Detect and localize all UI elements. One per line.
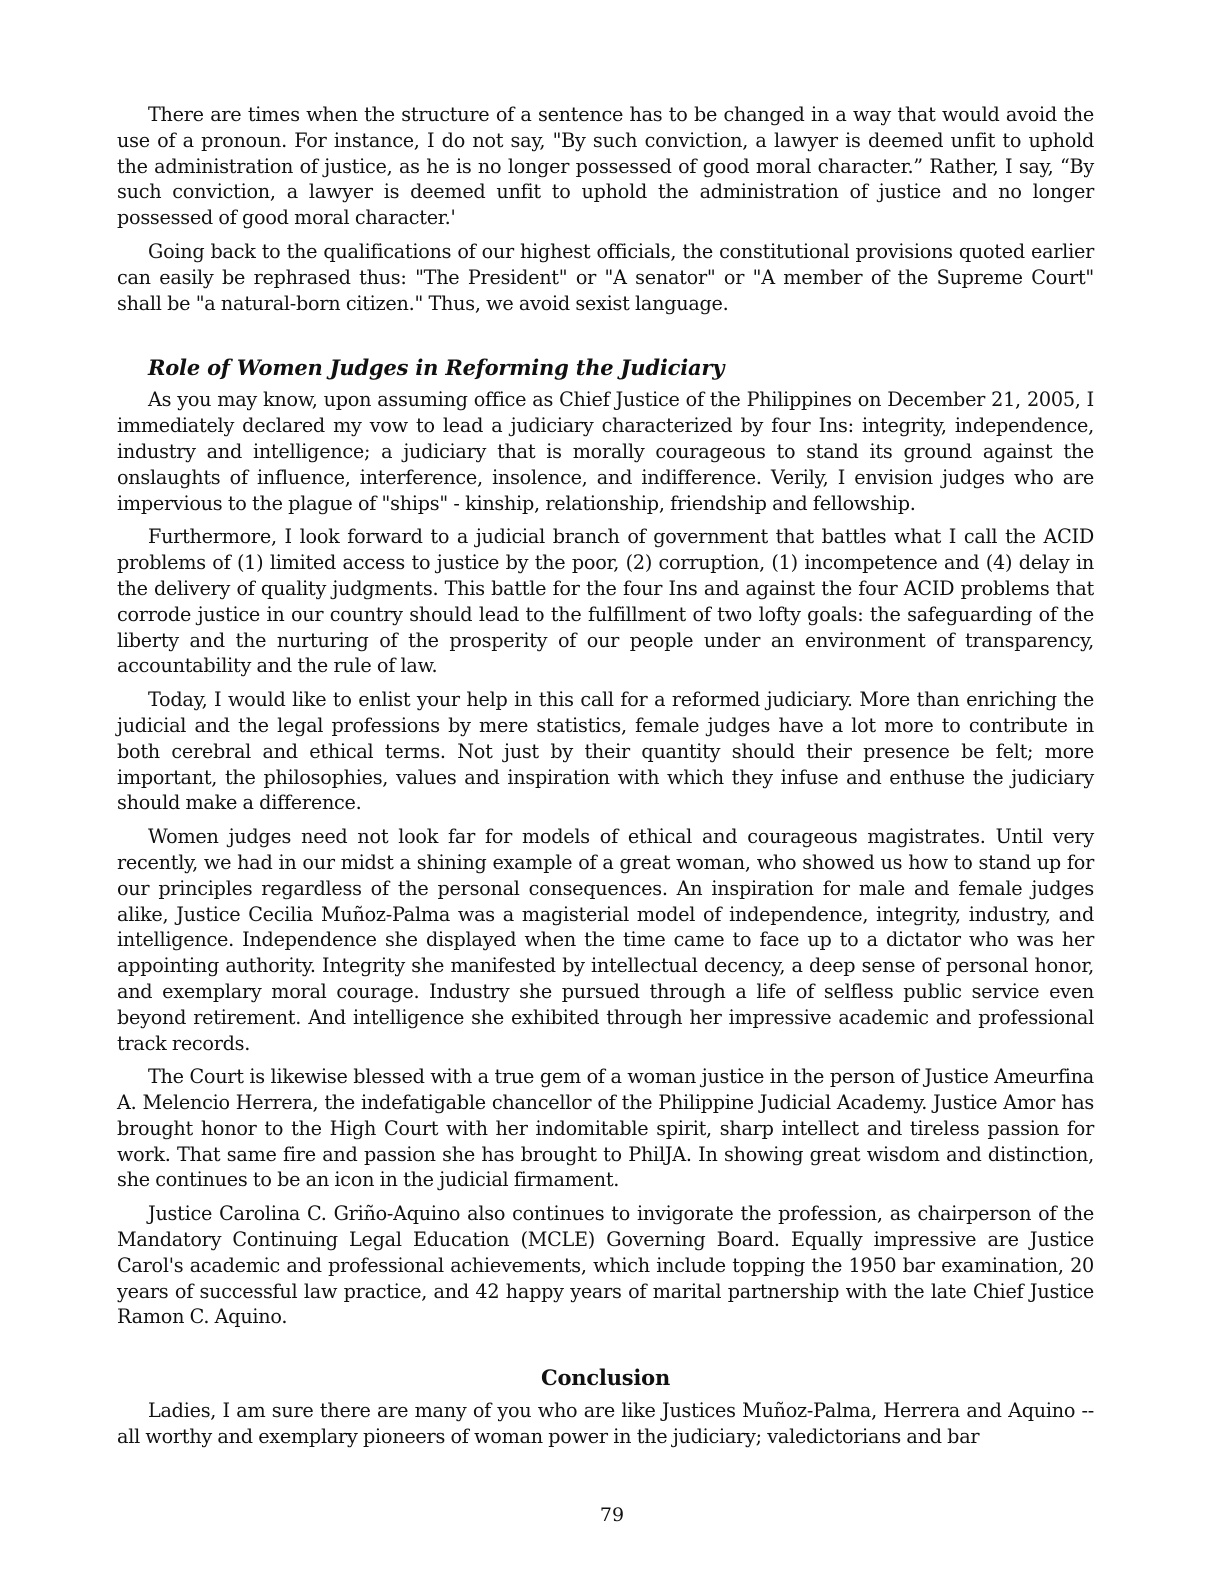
paragraph-pronoun-structure: There are times when the structure of a sentence has to be changed in a way that would avoid the use of a pronoun. For instance, I do not say, "By such conviction, a lawyer is deemed unfit to uphold the administration of justice, as he is no longer possessed of good moral character.” Rather, I say, “By such conviction, a lawyer is deemed unfit to uphold the administration of justice and no longer possessed of good moral character.' (117, 103, 1094, 230)
paragraph-four-ins: As you may know, upon assuming office as Chief Justice of the Philippines on December 21, 2005, I immediately declared my vow to lead a judiciary characterized by four Ins: integrity, independence, industry and intelligence; a judiciary that is morally courageous to stand its ground against the onslaughts of influence, interference, insolence, and indifference. Verily, I envision judges who are impervious to the plague of "ships" - kinship, relationship, friendship and fellowship. (117, 388, 1094, 515)
section-heading-conclusion: Conclusion (540, 1365, 671, 1391)
section-heading-role-of-women-judges: Role of Women Judges in Reforming the Judiciary (148, 355, 725, 381)
paragraph-munoz-palma: Women judges need not look far for models of ethical and courageous magistrates. Until very recently, we had in our midst a shining example of a great woman, who showed us how to stand up for our principles regardless of the personal consequences. An inspiration for male and female judges alike, Justice Cecilia Muñoz-Palma was a magisterial model of independence, integrity, industry, and intelligence. Independence she displayed when the time came to face up to a dictator who was her appointing authority. Integrity she manifested by intellectual decency, a deep sense of personal honor, and exemplary moral courage. Industry she pursued through a life of selfless public service even beyond retirement. And intelligence she exhibited through her impressive academic and professional track records. (117, 825, 1094, 1055)
paragraph-grino-aquino: Justice Carolina C. Griño-Aquino also continues to invigorate the profession, as chairperson of the Mandatory Continuing Legal Education (MCLE) Governing Board. Equally impressive are Justice Carol's academic and professional achievements, which include topping the 1950 bar examination, 20 years of successful law practice, and 42 happy years of marital partnership with the late Chief Justice Ramon C. Aquino. (117, 1202, 1094, 1329)
document-page (117, 102, 1094, 1458)
page-number: 79 (599, 1504, 625, 1526)
paragraph-herrera: The Court is likewise blessed with a true gem of a woman justice in the person of Justice Ameurfina A. Melencio Herrera, the indefatigable chancellor of the Philippine Judicial Academy. Justice Amor has brought honor to the High Court with her indomitable spirit, sharp intellect and tireless passion for work. That same fire and passion she has brought to PhilJA. In showing great wisdom and distinction, she continues to be an icon in the judicial firmament. (117, 1065, 1094, 1192)
paragraph-reformed-judiciary: Today, I would like to enlist your help in this call for a reformed judiciary. More than enriching the judicial and the legal professions by mere statistics, female judges have a lot more to contribute in both cerebral and ethical terms. Not just by their quantity should their presence be felt; more important, the philosophies, values and inspiration with which they infuse and enthuse the judiciary should make a difference. (117, 688, 1094, 815)
paragraph-qualifications: Going back to the qualifications of our highest officials, the constitutional provisions quoted earlier can easily be rephrased thus: "The President" or "A senator" or "A member of the Supreme Court" shall be "a natural-born citizen." Thus, we avoid sexist language. (117, 239, 1094, 315)
paragraph-conclusion: Ladies, I am sure there are many of you who are like Justices Muñoz-Palma, Herrera and Aquino -- all worthy and exemplary pioneers of woman power in the judiciary; valedictorians and bar (117, 1399, 1094, 1449)
paragraph-acid-problems: Furthermore, I look forward to a judicial branch of government that battles what I call the ACID problems of (1) limited access to justice by the poor, (2) corruption, (1) incompetence and (4) delay in the delivery of quality judgments. This battle for the four Ins and against the four ACID problems that corrode justice in our country should lead to the fulfillment of two lofty goals: the safeguarding of the liberty and the nurturing of the prosperity of our people under an environment of transparency, accountability and the rule of law. (117, 525, 1094, 678)
